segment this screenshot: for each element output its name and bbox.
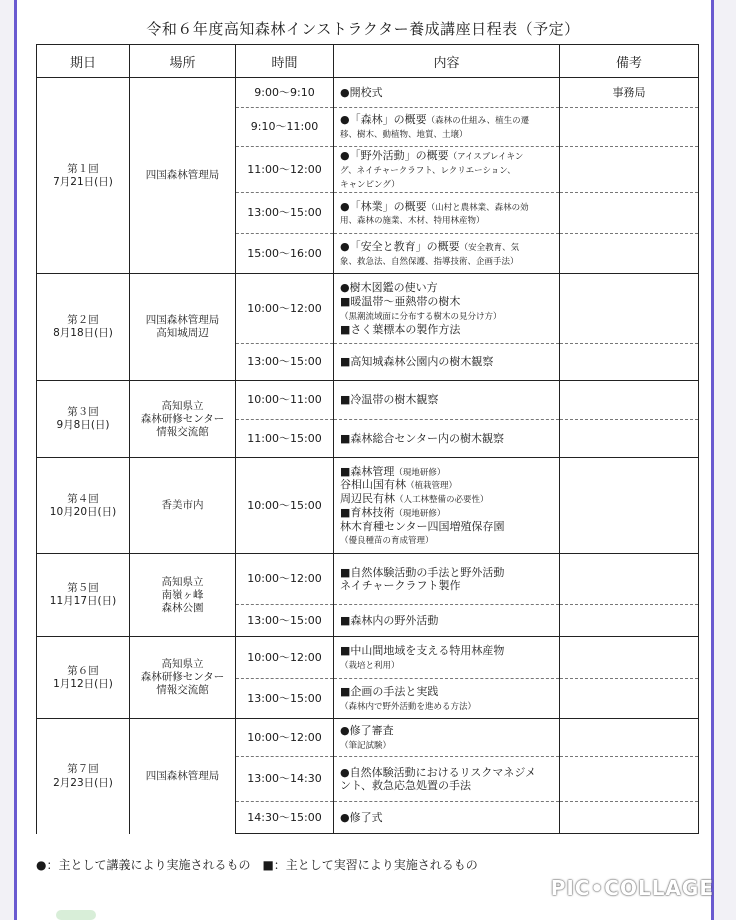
content-line [340, 393, 555, 407]
content-line [340, 492, 555, 506]
decorative-blob [56, 910, 96, 920]
session-place [130, 381, 236, 458]
content-main: ■自然体験活動の手法と野外活動 [340, 565, 505, 579]
slot-content [334, 719, 560, 757]
slot-note [560, 637, 699, 679]
content-detail: （栽培と利用） [340, 660, 400, 671]
slot-content [334, 802, 560, 834]
content-detail: （黒潮流域面に分布する樹木の見分け方） [340, 311, 502, 322]
content-line [340, 614, 555, 628]
slot-content [334, 193, 560, 234]
slot-time: 13:00～15:00 [236, 605, 334, 637]
slot-content [334, 458, 560, 554]
schedule-body [37, 78, 699, 834]
content-line [340, 127, 555, 141]
slot-time: 10:00～12:00 [236, 274, 334, 344]
table-row [37, 274, 699, 344]
content-line [340, 281, 555, 295]
table-row [37, 78, 699, 108]
slot-content [334, 78, 560, 108]
content-main: ●自然体験活動におけるリスクマネジメ [340, 765, 537, 779]
session-place [130, 554, 236, 637]
slot-content [334, 381, 560, 420]
slot-note [560, 420, 699, 458]
place-line: 四国森林管理局 [145, 314, 220, 327]
place-line: 四国森林管理局 [145, 169, 220, 182]
date-line: 10月20日(日) [49, 505, 117, 518]
place-line: 情報交流館 [156, 425, 209, 438]
content-line [340, 738, 555, 752]
content-detail: （安全教育、気 [459, 243, 520, 253]
place-line: 森林公園 [161, 601, 204, 614]
content-line [340, 685, 555, 699]
date-line: 第１回 [67, 162, 99, 175]
content-main: ●「森林」の概要 [340, 113, 427, 127]
date-line: 7月21日(日) [53, 175, 113, 188]
content-main: ネイチャークラフト製作 [340, 579, 461, 593]
slot-time: 10:00～12:00 [236, 554, 334, 605]
content-line [340, 295, 555, 309]
session-place [130, 274, 236, 381]
date-line: 第４回 [67, 492, 99, 505]
content-main: 林木育種センター四国増殖保存園 [340, 519, 505, 533]
content-line [340, 506, 555, 520]
header-content: 内容 [334, 45, 560, 78]
content-main: ■森林管理 [340, 464, 395, 478]
place-line: 情報交流館 [156, 684, 209, 697]
slot-content [334, 605, 560, 637]
slot-time: 10:00～11:00 [236, 381, 334, 420]
content-line [340, 309, 555, 323]
content-line [340, 533, 555, 547]
content-line [340, 254, 555, 268]
table-row [37, 637, 699, 679]
content-line [340, 579, 555, 593]
slot-note [560, 802, 699, 834]
frame-border-right [711, 0, 714, 920]
content-line [340, 644, 555, 658]
content-line [340, 566, 555, 580]
content-line [340, 240, 555, 254]
slot-note [560, 381, 699, 420]
content-main: ●「安全と教育」の概要 [340, 240, 460, 253]
content-line [340, 779, 555, 793]
content-main: ■育林技術 [340, 505, 395, 519]
content-line [340, 520, 555, 534]
slot-note [560, 554, 699, 605]
content-main: ■冷温帯の樹木観察 [340, 393, 439, 407]
content-main: ●修了式 [340, 810, 383, 824]
content-main: ■森林総合センター内の樹木観察 [340, 431, 504, 445]
slot-time: 14:30～15:00 [236, 802, 334, 834]
content-detail: （森林内で野外活動を進める方法） [340, 701, 477, 712]
content-detail: （現地研修） [394, 508, 446, 519]
legend-footer: ●：主として講義により実施されるもの ■：主として実習により実施されるもの [36, 858, 478, 872]
date-line: 第７回 [67, 763, 99, 776]
session-date [37, 458, 130, 554]
slot-time: 15:00～16:00 [236, 234, 334, 274]
content-line [340, 811, 555, 825]
place-line: 森林研修センター [140, 412, 225, 425]
slot-time: 10:00～15:00 [236, 458, 334, 554]
slot-time: 11:00～15:00 [236, 420, 334, 458]
slot-note [560, 147, 699, 193]
header-place: 場所 [130, 45, 236, 78]
session-date [37, 637, 130, 719]
place-line: 高知城周辺 [156, 327, 209, 340]
slot-content [334, 344, 560, 381]
content-line [340, 699, 555, 713]
session-place [130, 719, 236, 834]
place-line: 高知県立 [161, 575, 204, 588]
slot-content [334, 274, 560, 344]
slot-content [334, 147, 560, 193]
content-main: ●開校式 [340, 85, 383, 99]
place-line: 南嶺ヶ峰 [161, 588, 204, 601]
session-date [37, 554, 130, 637]
date-line: 第５回 [67, 582, 99, 595]
content-line [340, 149, 555, 163]
slot-note [560, 757, 699, 802]
slot-content [334, 637, 560, 679]
content-line [340, 177, 555, 191]
content-main: ■中山間地域を支える特用林産物 [340, 644, 505, 657]
content-detail: （現地研修） [394, 467, 446, 478]
slot-note [560, 108, 699, 147]
content-main: ●樹木図鑑の使い方 [340, 281, 438, 295]
slot-content [334, 679, 560, 719]
slot-note [560, 274, 699, 344]
content-main: ■高知城森林公園内の樹木観察 [340, 355, 494, 369]
slot-note [560, 344, 699, 381]
slot-content [334, 108, 560, 147]
slot-time: 9:00～9:10 [236, 78, 334, 108]
content-line [340, 432, 555, 446]
table-header-row [37, 45, 699, 78]
content-line [340, 465, 555, 479]
content-line [340, 86, 555, 100]
session-date [37, 274, 130, 381]
slot-note [560, 679, 699, 719]
header-notes: 備考 [560, 45, 699, 78]
content-main: ●「野外活動」の概要 [340, 149, 449, 162]
content-detail: （山村と農林業、森林の効 [426, 202, 529, 213]
content-main: ●「林業」の概要 [340, 199, 427, 213]
content-main: ●修了審査 [340, 724, 394, 737]
slot-note [560, 605, 699, 637]
content-detail: 移、樹木、動植物、地質、土壌） [340, 130, 468, 140]
content-main: ■森林内の野外活動 [340, 613, 439, 627]
content-line [340, 355, 555, 369]
content-detail: （アイスブレイキン [448, 152, 524, 162]
content-line [340, 163, 555, 177]
content-detail: （筆記試験） [340, 740, 392, 751]
slot-time: 13:00～14:30 [236, 757, 334, 802]
slot-content [334, 757, 560, 802]
place-line: 四国森林管理局 [145, 769, 220, 782]
table-row [37, 554, 699, 605]
content-main: ■さく葉標本の製作方法 [340, 322, 461, 336]
content-detail: キャンピング） [340, 179, 400, 190]
content-main: ■暖温帯～亜熱帯の樹木 [340, 295, 461, 308]
content-line [340, 200, 555, 214]
content-main: 谷相山国有林 [340, 478, 406, 492]
content-line [340, 113, 555, 127]
table-row [37, 381, 699, 420]
content-line [340, 478, 555, 492]
slot-time: 9:10～11:00 [236, 108, 334, 147]
document-title: 令和６年度高知森林インストラクター養成講座日程表（予定） [146, 20, 580, 38]
content-main: 周辺民有林 [340, 492, 395, 505]
slot-content [334, 554, 560, 605]
slot-note [560, 458, 699, 554]
content-detail: （人工林整備の必要性） [395, 495, 489, 505]
session-place [130, 78, 236, 274]
session-place [130, 637, 236, 719]
content-detail: （優良種苗の育成管理） [340, 536, 434, 547]
table-row [37, 458, 699, 554]
slot-content [334, 420, 560, 458]
schedule-table [36, 44, 699, 834]
content-line [340, 658, 555, 672]
place-line: 高知県立 [161, 658, 204, 671]
slot-time: 11:00～12:00 [236, 147, 334, 193]
content-detail: 象、救急法、自然保護、指導技術、企画手法） [340, 256, 519, 267]
date-line: 2月23日(日) [53, 776, 113, 789]
content-main: ント、救急応急処置の手法 [340, 779, 472, 793]
content-detail: （植栽管理） [406, 481, 458, 492]
content-line [340, 766, 555, 780]
slot-time: 13:00～15:00 [236, 344, 334, 381]
slot-time: 10:00～12:00 [236, 637, 334, 679]
table-row [37, 719, 699, 757]
header-date: 期日 [37, 45, 130, 78]
frame-border-left [14, 0, 17, 920]
content-detail: 用、森林の施業、木材、特用林産物） [340, 216, 485, 227]
slot-note [560, 719, 699, 757]
header-time: 時間 [236, 45, 334, 78]
date-line: 1月12日(日) [53, 677, 113, 690]
session-place [130, 458, 236, 554]
place-line: 森林研修センター [140, 671, 225, 684]
slot-note [560, 234, 699, 274]
date-line: 9月8日(日) [56, 419, 110, 432]
content-main: ■企画の手法と実践 [340, 685, 439, 698]
content-detail: グ、ネイチャークラフト、レクリエーション、 [340, 165, 516, 176]
content-line [340, 323, 555, 337]
session-date [37, 719, 130, 834]
slot-content [334, 234, 560, 274]
session-date [37, 381, 130, 458]
date-line: 第３回 [67, 406, 99, 419]
slot-time: 13:00～15:00 [236, 193, 334, 234]
date-line: 8月18日(日) [53, 327, 113, 340]
slot-note [560, 193, 699, 234]
session-date [37, 78, 130, 274]
watermark-logo: PIC•COLLAGE [550, 876, 714, 900]
content-line [340, 724, 555, 738]
content-line [340, 213, 555, 227]
place-line: 香美市内 [161, 499, 204, 512]
date-line: 第２回 [67, 314, 99, 327]
slot-time: 13:00～15:00 [236, 679, 334, 719]
date-line: 11月17日(日) [49, 595, 117, 608]
slot-time: 10:00～12:00 [236, 719, 334, 757]
place-line: 高知県立 [161, 399, 204, 412]
date-line: 第６回 [67, 664, 99, 677]
content-detail: （森林の仕組み、植生の遷 [426, 116, 530, 127]
slot-note: 事務局 [560, 78, 699, 108]
